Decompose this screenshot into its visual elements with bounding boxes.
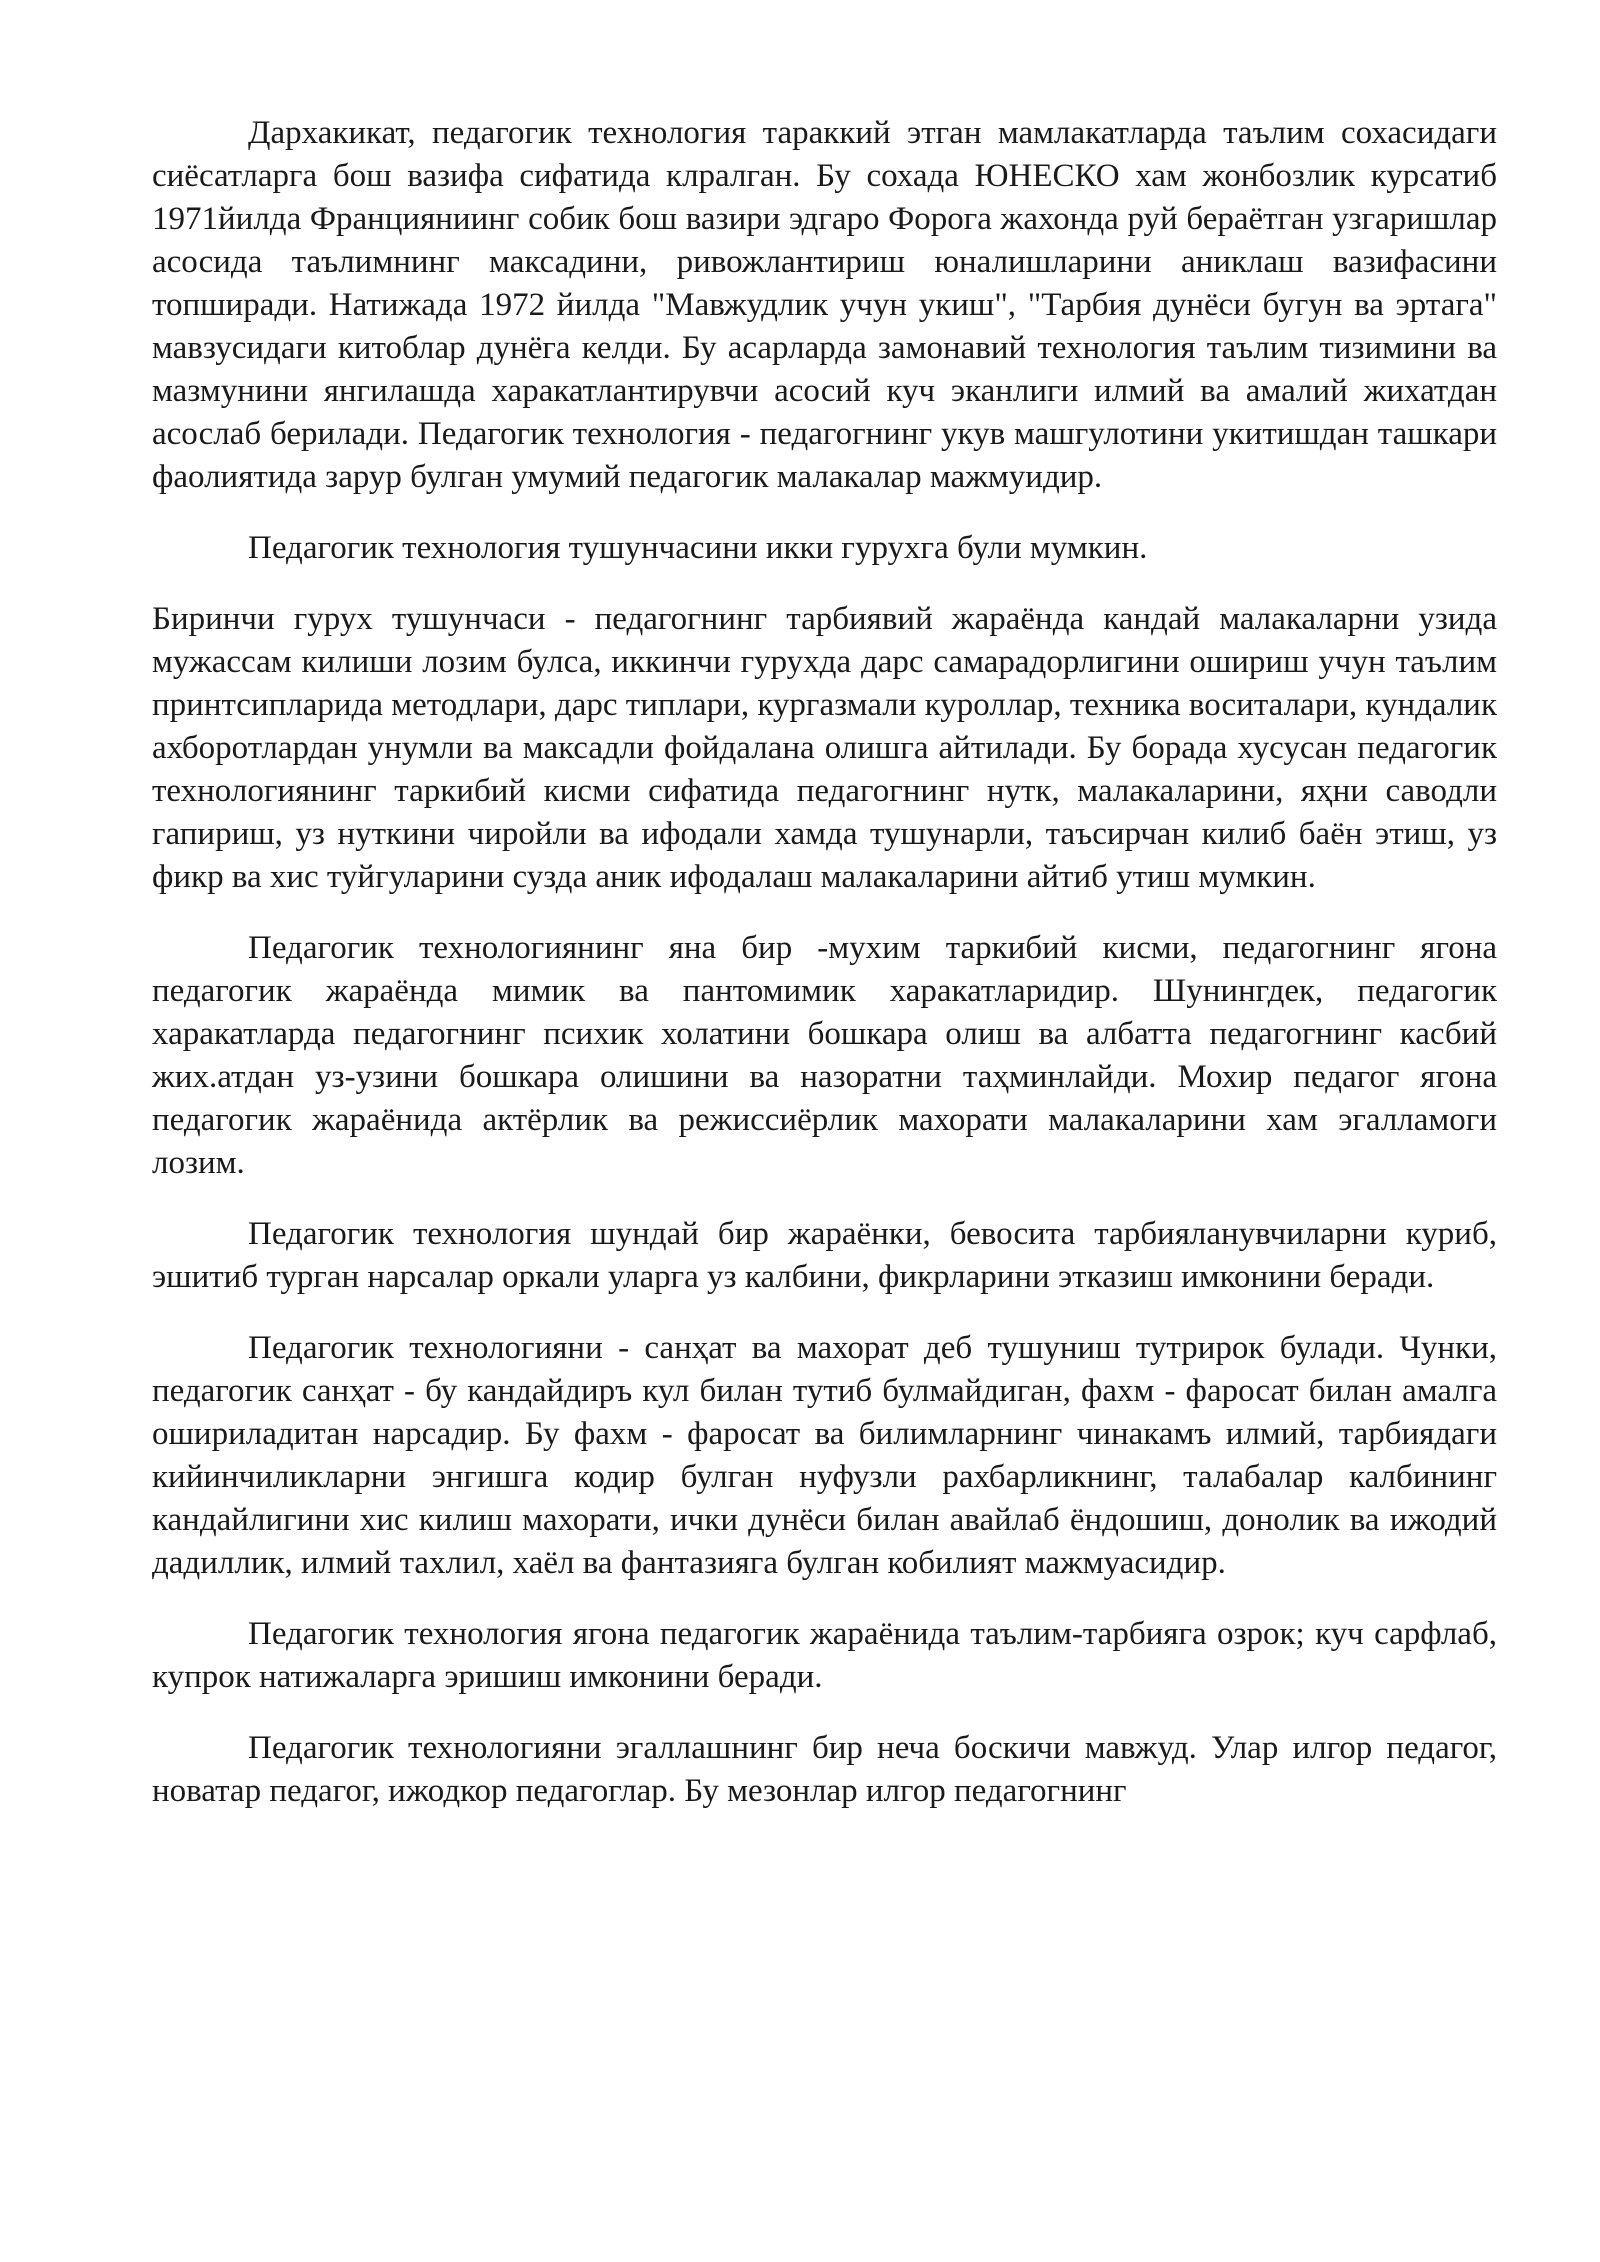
- paragraph-4: Педагогик технологиянинг яна бир -мухим таркибий кисми, педагогнинг ягона педагогик жараёнда мимик ва пантомимик харакатларидир. Шунингдек, педагогик харакатларда педагогнинг психик холатини бошкара олиш ва албатта педагогнинг касбий жих.атдан уз-узини бошкара олишини ва назоратни таҳминлайди. Мохир педагог ягона педагогик жараёнида актёрлик ва режиссиёрлик махорати малакаларини хам эгалламоги лозим.: [152, 930, 1497, 1181]
- paragraph-7: Педагогик технология ягона педагогик жараёнида таълим-тарбияга озрок; куч сарфлаб, купрок натижаларга эришиш имконини беради.: [152, 1616, 1497, 1695]
- paragraph-6: Педагогик технологияни - санҳат ва махорат деб тушуниш тутрирок булади. Чунки, педагогик санҳат - бу кандайдиръ кул билан тутиб булмайдиган, фахм - фаросат билан амалга ошириладитан нарсадир. Бу фахм - фаросат ва билимларнинг чинакамъ илмий, тарбиядаги кийинчиликларни энгишга кодир булган нуфузли рахбарликнинг, талабалар калбининг кандайлигини хис килиш махорати, ички дунёси билан авайлаб ёндошиш, донолик ва ижодий дадиллик, илмий тахлил, хаёл ва фантазияга булган кобилият мажмуасидир.: [152, 1330, 1497, 1581]
- paragraph-2: Педагогик технология тушунчасини икки гурухга були мумкин.: [248, 530, 1148, 566]
- paragraph-5: Педагогик технология шундай бир жараёнки, бевосита тарбияланувчиларни куриб, эшитиб турган нарсалар оркали уларга уз калбини, фикрларини этказиш имконини беради.: [152, 1216, 1497, 1295]
- paragraph-3: Биринчи гурух тушунчаси - педагогнинг тарбиявий жараёнда кандай малакаларни узида мужассам килиши лозим булса, иккинчи гурухда дарс самарадорлигини ошириш учун таълим принтсипларида методлари, дарс типлари, кургазмали куроллар, техника воситалари, кундалик ахборотлардан унумли ва максадли фойдалана олишга айтилади. Бу борада хусусан педагогик технологиянинг таркибий кисми сифатида педагогнинг нутк, малакаларини, яҳни саводли гапириш, уз нуткини чиройли ва ифодали хамда тушунарли, таъсирчан килиб баён этиш, уз фикр ва хис туйгуларини сузда аник ифодалаш малакаларини айтиб утиш мумкин.: [152, 601, 1497, 895]
- paragraph-1: Дархакикат, педагогик технология тараккий этган мамлакатларда таълим сохасидаги сиёсатларга бош вазифа сифатида клралган. Бу сохада ЮНЕСКО хам жонбозлик курсатиб 1971йилда Францияниинг собик бош вазири эдгаро Форога жахонда руй бераётган узгаришлар асосида таълимнинг максадини, ривожлантириш юналишларини аниклаш вазифасини топширади. Натижада 1972 йилда "Мавжудлик учун укиш", "Тарбия дунёси бугун ва эртага" мавзусидаги китоблар дунёга келди. Бу асарларда замонавий технология таълим тизимини ва мазмунини янгилашда харакатлантирувчи асосий куч эканлиги илмий ва амалий жихатдан асослаб берилади. Педагогик технология - педагогнинг укув машгулотини укитишдан ташкари фаолиятида зарур булган умумий педагогик малакалар мажмуидир.: [152, 115, 1497, 495]
- paragraph-8: Педагогик технологияни эгаллашнинг бир неча боскичи мавжуд. Улар илгор педагог, новатар педагог, ижодкор педагоглар. Бу мезонлар илгор педагогнинг: [152, 1730, 1497, 1809]
